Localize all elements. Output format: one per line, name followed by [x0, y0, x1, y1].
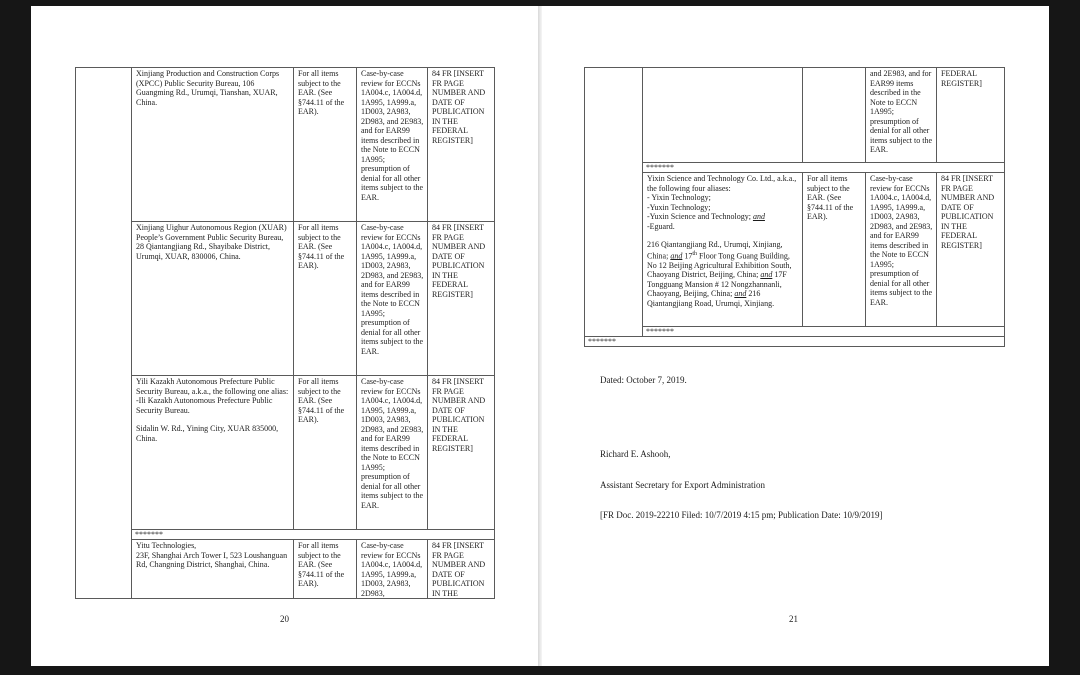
entity-cell — [643, 68, 803, 163]
table-row — [585, 173, 1005, 327]
page-gutter — [538, 6, 542, 666]
entity-cell — [132, 222, 294, 376]
signer-name: Richard E. Ashooh, — [600, 449, 671, 459]
address-text: Floor Tong Guang Building, No 12 Beijing Agricultural Exhibition South, Chaoyang District, Beijing, China; — [647, 251, 792, 280]
address-text: 216 Qiantangjiang Road, Urumqi, Xinjiang. — [647, 289, 775, 308]
license-requirement-cell: For all items subject to the EAR. (See §744.11 of the EAR). — [294, 68, 357, 222]
entity-name: Yili Kazakh Autonomous Prefecture Public Security Bureau, a.k.a., the following one alias: — [136, 377, 289, 396]
address-text: 216 Qiantangjiang Rd., Urumqi, Xinjiang, China; — [647, 240, 783, 261]
entity-name: Yixin Science and Technology Co. Ltd., a.k.a., the following four aliases: — [647, 174, 797, 193]
fr-citation-cell: 84 FR [INSERT FR PAGE NUMBER AND DATE OF PUBLICATION IN THE FEDERAL REGISTER] — [428, 376, 495, 530]
license-policy-cell: Case-by-case review for ECCNs 1A004.c, 1A004.d, 1A995, 1A999.a, 1D003, 2A983, 2D983, and 2E983, and for EAR99 items described in the Note to ECCN 1A995; presumption of denial for all other items subject to the EAR. — [357, 68, 428, 222]
and-conjunction: and — [760, 270, 773, 280]
license-requirement-cell: For all items subject to the EAR. (See §744.11 of the EAR). — [803, 173, 866, 327]
license-policy-cell: Case-by-case review for ECCNs 1A004.c, 1A004.d, 1A995, 1A999.a, 1D003, 2A983, 2D983, and 2E983, and for EAR99 items described in the Note to ECCN 1A995; presumption of denial for all other items subject to the EAR. — [357, 222, 428, 376]
entity-list-table-right — [584, 67, 1005, 347]
separator-stars: ******* — [643, 327, 1005, 337]
entity-alias — [647, 212, 799, 222]
separator-stars: ******* — [132, 530, 495, 540]
entity-address: Sidalin W. Rd., Yining City, XUAR 835000, China. — [136, 424, 279, 443]
license-requirement-cell: For all items subject to the EAR. (See §744.11 of the EAR). — [294, 540, 357, 599]
dated-line: Dated: October 7, 2019. — [600, 375, 687, 385]
country-column-cell — [76, 68, 132, 599]
license-policy-cell: Case-by-case review for ECCNs 1A004.c, 1A004.d, 1A995, 1A999.a, 1D003, 2A983, 2D983, and 2E983, and for EAR99 items described in the Note to ECCN 1A995; presumption of denial for all other items subject to the EAR. — [357, 376, 428, 530]
entity-cell — [132, 68, 294, 222]
alias-text: -Yuxin Science and Technology; — [647, 212, 753, 221]
entity-list-table-left — [75, 67, 495, 599]
fr-citation-cell: 84 FR [INSERT FR PAGE NUMBER AND DATE OF PUBLICATION IN THE — [428, 540, 495, 599]
separator-stars: ******* — [585, 337, 1005, 347]
entity-alias: -Yuxin Technology; — [647, 202, 711, 212]
and-conjunction: and — [670, 251, 683, 261]
fr-citation-cell: FEDERAL REGISTER] — [937, 68, 1005, 163]
separator-row — [76, 530, 495, 540]
table-row — [585, 68, 1005, 163]
ordinal-suffix: th — [692, 250, 698, 257]
entity-alias: - Yixin Technology; — [647, 193, 711, 202]
license-requirement-cell — [803, 68, 866, 163]
address-text: 17F Tongguang Mansion # 12 Nongzhannanli, Chaoyang, Beijing, China; — [647, 270, 787, 299]
page-number: 21 — [789, 614, 798, 624]
separator-row — [585, 337, 1005, 347]
license-policy-cell: Case-by-case review for ECCNs 1A004.c, 1A004.d, 1A995, 1A999.a, 1D003, 2A983, 2D983, and 2E983, and for EAR99 items described in the Note to ECCN 1A995; presumption of denial for all other items subject to the EAR. — [866, 173, 937, 327]
country-column-cell — [585, 68, 643, 337]
fr-doc-line: [FR Doc. 2019-22210 Filed: 10/7/2019 4:15 pm; Publication Date: 10/9/2019] — [600, 510, 883, 520]
entity-alias: -Ili Kazakh Autonomous Prefecture Public Security Bureau. — [136, 396, 273, 415]
entity-address — [647, 240, 799, 308]
page-number: 20 — [280, 614, 289, 624]
fr-citation-cell: 84 FR [INSERT FR PAGE NUMBER AND DATE OF PUBLICATION IN THE FEDERAL REGISTER] — [937, 173, 1005, 327]
separator-row — [585, 327, 1005, 337]
entity-alias: -Eguard. — [647, 221, 675, 231]
fr-citation-cell: 84 FR [INSERT FR PAGE NUMBER AND DATE OF PUBLICATION IN THE FEDERAL REGISTER] — [428, 222, 495, 376]
and-conjunction: and — [752, 212, 765, 221]
table-row — [76, 540, 495, 599]
license-policy-cell: Case-by-case review for ECCNs 1A004.c, 1A004.d, 1A995, 1A999.a, 1D003, 2A983, 2D983, — [357, 540, 428, 599]
and-conjunction: and — [734, 289, 747, 299]
license-requirement-cell: For all items subject to the EAR. (See §744.11 of the EAR). — [294, 222, 357, 376]
separator-row — [585, 163, 1005, 173]
address-text: 17 — [682, 251, 693, 261]
fr-citation-cell: 84 FR [INSERT FR PAGE NUMBER AND DATE OF PUBLICATION IN THE FEDERAL REGISTER] — [428, 68, 495, 222]
entity-cell — [132, 376, 294, 530]
entity-text: Xinjiang Production and Construction Corps (XPCC) Public Security Bureau, 106 Guangming Rd., Urumqi, Tianshan, XUAR, China. — [136, 69, 280, 107]
separator-stars: ******* — [643, 163, 1005, 173]
entity-text: Xinjiang Uighur Autonomous Region (XUAR) People’s Government Public Security Bureau, 28 Qiantangjiang Rd., Shayibake District, Urumqi, XUAR, 830006, China. — [136, 223, 287, 261]
signer-title: Assistant Secretary for Export Administration — [600, 480, 765, 490]
table-row — [76, 222, 495, 376]
license-policy-cell: and 2E983, and for EAR99 items described in the Note to ECCN 1A995; presumption of denial for all other items subject to the EAR. — [866, 68, 937, 163]
entity-cell — [643, 173, 803, 327]
table-row — [76, 68, 495, 222]
table-row — [76, 376, 495, 530]
license-requirement-cell: For all items subject to the EAR. (See §744.11 of the EAR). — [294, 376, 357, 530]
entity-cell: Yitu Technologies, 23F, Shanghai Arch Tower I, 523 Loushanguan Rd, Changning District, Shanghai, China. — [132, 540, 294, 599]
